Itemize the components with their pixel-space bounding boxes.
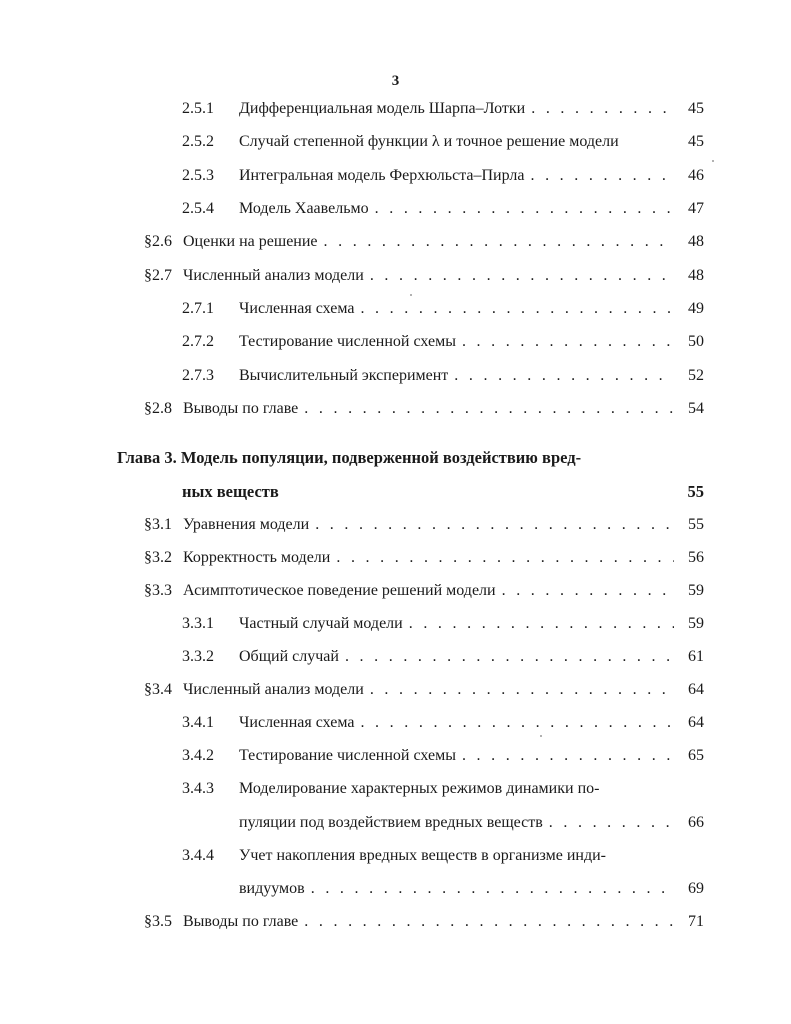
- entry-number: 3.3.2: [182, 648, 214, 665]
- chapter-3-heading-line-2: [182, 480, 704, 504]
- entry-title: Дифференциальная модель Шарпа–Лотки: [239, 100, 526, 117]
- toc-entry-3-4-2: [182, 744, 704, 768]
- entry-page: 52: [688, 367, 704, 384]
- toc-entry-2-7-3: [182, 364, 704, 388]
- toc-entry-3-1: [144, 513, 704, 537]
- entry-number: 2.7.1: [182, 300, 214, 317]
- entry-page: 64: [688, 681, 704, 698]
- entry-page: 55: [688, 516, 704, 533]
- entry-number: 2.5.4: [182, 200, 214, 217]
- dot-leader: [496, 579, 674, 603]
- entry-title: Уравнения модели: [183, 516, 310, 533]
- entry-number: 2.5.2: [182, 133, 214, 150]
- toc-entry-3-2: [144, 546, 704, 570]
- entry-number: §2.8: [144, 400, 172, 417]
- entry-number: 3.4.3: [182, 780, 214, 797]
- entry-number: 3.4.4: [182, 847, 214, 864]
- dot-leader: [318, 230, 674, 254]
- entry-number: §2.6: [144, 233, 172, 250]
- toc-entry-3-4-1: [182, 711, 704, 735]
- entry-title: Частный случай модели: [239, 615, 403, 632]
- entry-number: 3.4.1: [182, 714, 214, 731]
- entry-title: Общий случай: [239, 648, 339, 665]
- entry-title: Моделирование характерных режимов динамики по-: [239, 780, 600, 797]
- entry-page: 49: [688, 300, 704, 317]
- dot-leader: [364, 264, 674, 288]
- entry-page: 65: [688, 747, 704, 764]
- toc-entry-2-5-1: [182, 97, 704, 121]
- entry-number: §2.7: [144, 267, 172, 284]
- entry-page: 46: [688, 167, 704, 184]
- entry-title: Численная схема: [239, 714, 355, 731]
- toc-entry-3-4-3: [182, 777, 704, 801]
- entry-title-continued: видуумов: [239, 880, 305, 897]
- entry-title: Вычислительный эксперимент: [239, 367, 449, 384]
- toc-entry-3-4-3-continued: [239, 811, 704, 835]
- scan-speck: [712, 160, 714, 162]
- toc-entry-3-5: [144, 910, 704, 934]
- toc-entry-2-5-4: [182, 197, 704, 221]
- dot-leader: [354, 711, 674, 735]
- chapter-title: Глава 3. Модель популяции, подверженной воздействию вред-: [117, 448, 582, 467]
- dot-leader: [525, 97, 674, 121]
- dot-leader: [298, 397, 674, 421]
- entry-title: Асимптотическое поведение решений модели: [183, 582, 496, 599]
- dot-leader: [456, 330, 674, 354]
- entry-page: 66: [688, 814, 704, 831]
- entry-page: 56: [688, 549, 704, 566]
- entry-number: 2.5.3: [182, 167, 214, 184]
- entry-number: §3.2: [144, 549, 172, 566]
- entry-page: 71: [688, 913, 704, 930]
- dot-leader: [354, 297, 674, 321]
- entry-page: 45: [688, 133, 704, 150]
- toc-entry-2-7-1: [182, 297, 704, 321]
- toc-entry-3-3-2: [182, 645, 704, 669]
- entry-page: 54: [688, 400, 704, 417]
- entry-page: 45: [688, 100, 704, 117]
- entry-number: 3.4.2: [182, 747, 214, 764]
- entry-page: 69: [688, 880, 704, 897]
- entry-number: 3.3.1: [182, 615, 214, 632]
- entry-page: 59: [688, 615, 704, 632]
- entry-number: §3.3: [144, 582, 172, 599]
- dot-leader: [448, 364, 674, 388]
- entry-title: Численная схема: [239, 300, 355, 317]
- toc-entry-2-7-2: [182, 330, 704, 354]
- entry-page: 48: [688, 267, 704, 284]
- entry-title: Оценки на решение: [183, 233, 318, 250]
- dot-leader: [309, 513, 674, 537]
- entry-page: 48: [688, 233, 704, 250]
- entry-title: Численный анализ модели: [183, 681, 364, 698]
- entry-title: Корректность модели: [183, 549, 331, 566]
- entry-page: 50: [688, 333, 704, 350]
- dot-leader: [403, 612, 674, 636]
- page-number: 3: [391, 73, 400, 89]
- dot-leader: [364, 678, 674, 702]
- entry-title: Выводы по главе: [183, 400, 299, 417]
- toc-entry-2-5-2: [182, 130, 704, 154]
- entry-page: 59: [688, 582, 704, 599]
- entry-number: 2.5.1: [182, 100, 214, 117]
- dot-leader: [298, 910, 674, 934]
- toc-entry-3-4-4: [182, 844, 704, 868]
- entry-title: Тестирование численной схемы: [239, 333, 456, 350]
- dot-leader: [524, 164, 674, 188]
- dot-leader: [339, 645, 674, 669]
- toc-entry-3-4: [144, 678, 704, 702]
- entry-page: 47: [688, 200, 704, 217]
- scan-speck: [540, 735, 542, 737]
- dot-leader: [543, 811, 674, 835]
- entry-title-continued: пуляции под воздействием вредных веществ: [239, 814, 543, 831]
- toc-entry-2-8: [144, 397, 704, 421]
- toc-entry-3-3-1: [182, 612, 704, 636]
- entry-title: Интегральная модель Ферхюльста–Пирла: [239, 167, 525, 184]
- entry-title: Выводы по главе: [183, 913, 299, 930]
- entry-title: Учет накопления вредных веществ в организме инди-: [239, 847, 606, 864]
- toc-entry-2-5-3: [182, 164, 704, 188]
- dot-leader: [369, 197, 674, 221]
- entry-number: §3.1: [144, 516, 172, 533]
- entry-title: Модель Хаавельмо: [239, 200, 369, 217]
- toc-entry-2-7: [144, 264, 704, 288]
- entry-title: Случай степенной функции λ и точное решение модели: [239, 133, 619, 150]
- toc-entry-2-6: [144, 230, 704, 254]
- dot-leader: [456, 744, 674, 768]
- dot-leader: [330, 546, 674, 570]
- dot-leader: [305, 877, 674, 901]
- entry-page: 64: [688, 714, 704, 731]
- toc-entry-3-3: [144, 579, 704, 603]
- scan-speck: [410, 294, 412, 296]
- entry-number: 2.7.2: [182, 333, 214, 350]
- chapter-3-heading-line-1: [117, 446, 704, 470]
- entry-title: Тестирование численной схемы: [239, 747, 456, 764]
- entry-number: 2.7.3: [182, 367, 214, 384]
- entry-title: Численный анализ модели: [183, 267, 364, 284]
- toc-entry-3-4-4-continued: [239, 877, 704, 901]
- entry-number: §3.4: [144, 681, 172, 698]
- chapter-page: 55: [687, 482, 704, 501]
- chapter-title-continued: ных веществ: [182, 482, 279, 501]
- entry-number: §3.5: [144, 913, 172, 930]
- entry-page: 61: [688, 648, 704, 665]
